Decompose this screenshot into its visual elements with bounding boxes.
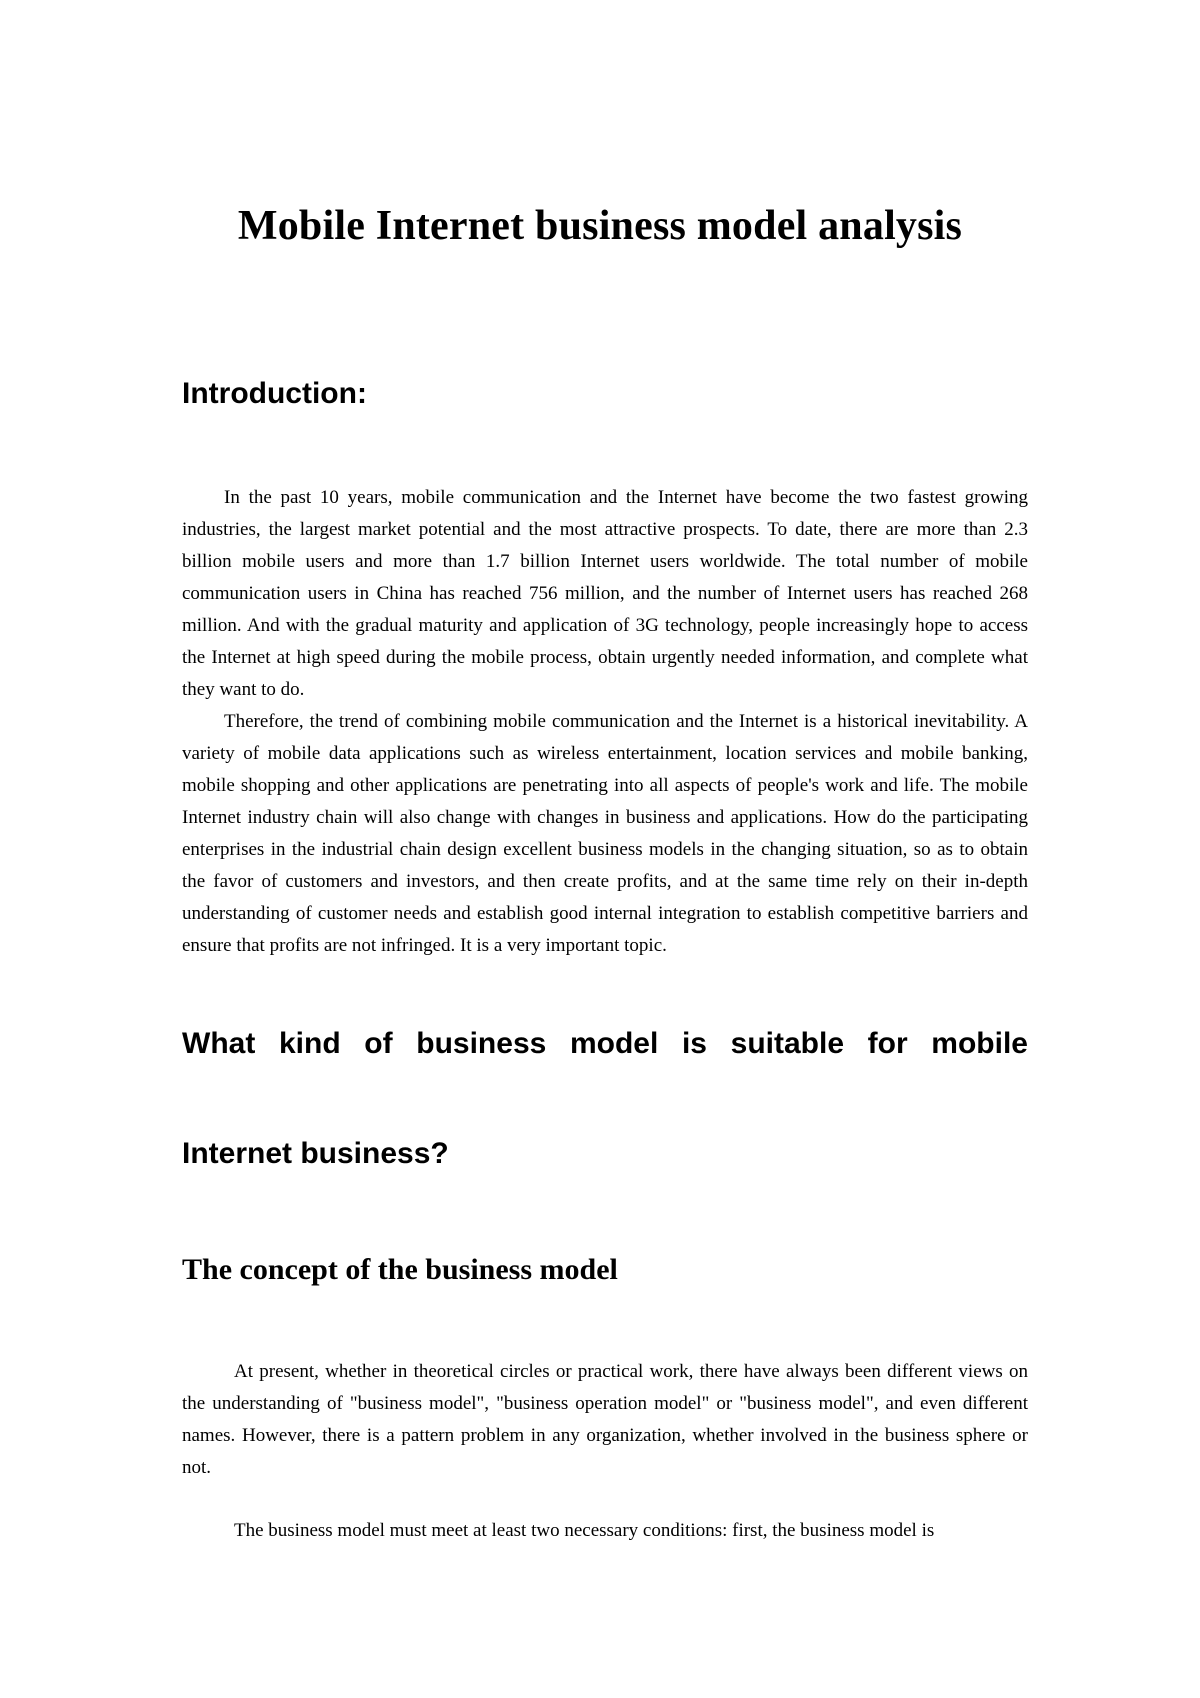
business-model-question-heading-line-2: Internet business? [182, 1137, 449, 1170]
business-model-question-heading-line-1: What kind of business model is suitable for mobile [182, 1027, 1028, 1060]
concept-paragraph-1: At present, whether in theoretical circles or practical work, there have always been different views on the understanding of "business model", "business operation model" or "business model", and even different names. However, there is a pattern problem in any organization, whether involved in the business sphere or not. [182, 1361, 1028, 1478]
concept-paragraph-2: The business model must meet at least two necessary conditions: first, the business model is [234, 1520, 935, 1541]
introduction-heading: Introduction: [182, 377, 367, 410]
concept-heading: The concept of the business model [182, 1253, 618, 1286]
intro-paragraph-2: Therefore, the trend of combining mobile communication and the Internet is a historical inevitability. A variety of mobile data applications such as wireless entertainment, location services and mobile banking, mobile shopping and other applications are penetrating into all aspects of people's work and life. The mobile Internet industry chain will also change with changes in business and applications. How do the participating enterprises in the industrial chain design excellent business models in the changing situation, so as to obtain the favor of customers and investors, and then create profits, and at the same time rely on their in-depth understanding of customer needs and establish good internal integration to establish competitive barriers and ensure that profits are not infringed. It is a very important topic. [182, 711, 1028, 956]
document-title: Mobile Internet business model analysis [237, 203, 963, 249]
intro-paragraph-1: In the past 10 years, mobile communication and the Internet have become the two fastest growing industries, the largest market potential and the most attractive prospects. To date, there are more than 2.3 billion mobile users and more than 1.7 billion Internet users worldwide. The total number of mobile communication users in China has reached 756 million, and the number of Internet users has reached 268 million. And with the gradual maturity and application of 3G technology, people increasingly hope to access the Internet at high speed during the mobile process, obtain urgently needed information, and complete what they want to do. [182, 487, 1028, 700]
